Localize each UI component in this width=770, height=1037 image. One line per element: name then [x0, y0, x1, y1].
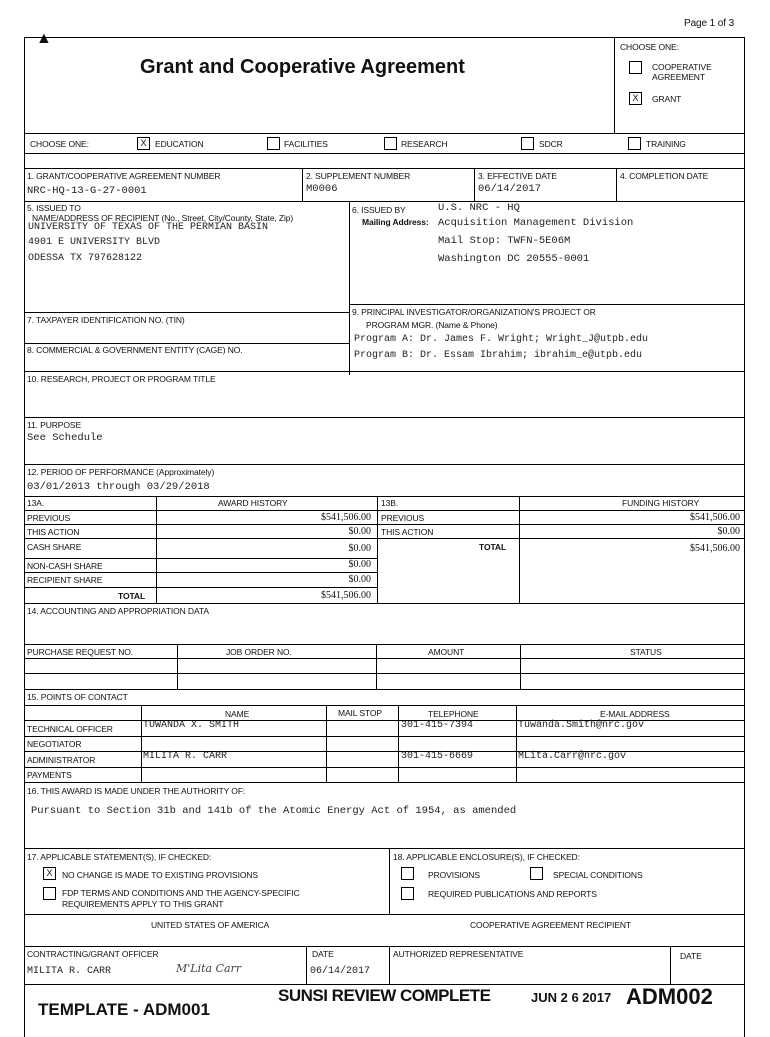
- administrator-name: MILITA R. CARR: [143, 751, 228, 762]
- funding-history-header: FUNDING HISTORY: [622, 498, 700, 508]
- administrator-phone: 301-415-6669: [401, 751, 474, 762]
- award-previous-value: $541,506.00: [321, 512, 371, 523]
- fdp-terms-label-2: REQUIREMENTS APPLY TO THIS GRANT: [62, 899, 224, 909]
- purchase-request-header: PURCHASE REQUEST NO.: [27, 647, 134, 657]
- program-b-value: Program B: Dr. Essam Ibrahim; ibrahim_e@utpb.edu: [354, 350, 643, 361]
- purpose-label: 11. PURPOSE: [27, 420, 82, 430]
- form-title: Grant and Cooperative Agreement: [140, 56, 465, 78]
- funding-total-value: $541,506.00: [690, 543, 740, 554]
- agreement-number-value: NRC-HQ-13-G-27-0001: [27, 185, 147, 197]
- grant-checkbox[interactable]: X: [629, 92, 642, 105]
- page-number: Page 1 of 3: [684, 18, 735, 29]
- adm-code-stamp: ADM002: [626, 984, 713, 1009]
- technical-officer-phone: 301-415-7394: [401, 720, 474, 731]
- training-label: TRAINING: [646, 139, 686, 149]
- education-checkbox[interactable]: X: [137, 137, 150, 150]
- funding-this-action-value: $0.00: [717, 526, 740, 537]
- logo-eagle-icon: ▲: [36, 30, 52, 47]
- purpose-value: See Schedule: [27, 432, 103, 444]
- applicable-statements-label: 17. APPLICABLE STATEMENT(S), IF CHECKED:: [27, 852, 212, 862]
- cooperative-agreement-checkbox[interactable]: [629, 61, 642, 74]
- applicable-enclosures-label: 18. APPLICABLE ENCLOSURE(S), IF CHECKED:: [393, 852, 580, 862]
- required-pubs-checkbox[interactable]: [401, 887, 414, 900]
- provisions-checkbox[interactable]: [401, 867, 414, 880]
- award-total-label: TOTAL: [118, 591, 146, 601]
- no-change-checkbox[interactable]: X: [43, 867, 56, 880]
- award-13a-label: 13A.: [27, 498, 45, 508]
- contact-mailstop-header: MAIL STOP: [338, 708, 382, 718]
- sunsi-review-stamp: SUNSI REVIEW COMPLETE: [278, 986, 491, 1005]
- choose-one-right-label: CHOOSE ONE:: [620, 42, 679, 52]
- choose-one-label: CHOOSE ONE:: [30, 139, 89, 149]
- contact-name-header: NAME: [225, 709, 250, 719]
- technical-officer-name: TUWANDA X. SMITH: [143, 720, 240, 731]
- cooperative-agreement-label: COOPERATIVE AGREEMENT: [652, 62, 712, 82]
- award-cash-share-label: CASH SHARE: [27, 542, 82, 552]
- award-recipient-share-value: $0.00: [348, 574, 371, 585]
- officer-signature: M'Lita Carr: [176, 962, 242, 975]
- negotiator-label: NEGOTIATOR: [27, 739, 82, 749]
- template-id: TEMPLATE - ADM001: [38, 1000, 210, 1019]
- job-order-header: JOB ORDER NO.: [226, 647, 292, 657]
- grant-label: GRANT: [652, 94, 682, 104]
- training-checkbox[interactable]: [628, 137, 641, 150]
- completion-date-label: 4. COMPLETION DATE: [620, 171, 709, 181]
- fdp-terms-checkbox[interactable]: [43, 887, 56, 900]
- fdp-terms-label-1: FDP TERMS AND CONDITIONS AND THE AGENCY-SPECIFIC: [62, 888, 300, 898]
- award-noncash-share-label: NON-CASH SHARE: [27, 561, 103, 571]
- education-label: EDUCATION: [155, 139, 204, 149]
- technical-officer-label: TECHNICAL OFFICER: [27, 724, 113, 734]
- award-this-action-value: $0.00: [348, 526, 371, 537]
- award-previous-label: PREVIOUS: [27, 513, 71, 523]
- facilities-checkbox[interactable]: [267, 137, 280, 150]
- recipient-name: UNIVERSITY OF TEXAS OF THE PERMIAN BASIN: [28, 222, 269, 233]
- issued-by-label: 6. ISSUED BY: [352, 205, 406, 215]
- special-conditions-checkbox[interactable]: [530, 867, 543, 880]
- award-this-action-label: THIS ACTION: [27, 527, 80, 537]
- contact-email-header: E-MAIL ADDRESS: [600, 709, 670, 719]
- award-recipient-share-label: RECIPIENT SHARE: [27, 575, 103, 585]
- issuer-line-1: U.S. NRC - HQ: [438, 202, 520, 214]
- period-value: 03/01/2013 through 03/29/2018: [27, 481, 210, 493]
- award-history-header: AWARD HISTORY: [218, 498, 288, 508]
- principal-investigator-label: 9. PRINCIPAL INVESTIGATOR/ORGANIZATION'S PROJECT OR: [352, 307, 596, 317]
- taxpayer-id-label: 7. TAXPAYER IDENTIFICATION NO. (TIN): [27, 315, 185, 325]
- program-a-value: Program A: Dr. James F. Wright; Wright_J@utpb.edu: [354, 334, 649, 345]
- recipient-signature-label: COOPERATIVE AGREEMENT RECIPIENT: [470, 920, 631, 930]
- no-change-label: NO CHANGE IS MADE TO EXISTING PROVISIONS: [62, 870, 258, 880]
- required-pubs-label: REQUIRED PUBLICATIONS AND REPORTS: [428, 889, 597, 899]
- officer-date-value: 06/14/2017: [310, 966, 371, 977]
- officer-date-label: DATE: [312, 949, 334, 959]
- technical-officer-email: Tuwanda.Smith@nrc.gov: [518, 720, 645, 731]
- contact-telephone-header: TELEPHONE: [428, 709, 479, 719]
- contracting-officer-label: CONTRACTING/GRANT OFFICER: [27, 949, 159, 959]
- amount-header: AMOUNT: [428, 647, 465, 657]
- recipient-date-label: DATE: [680, 951, 702, 961]
- authority-label: 16. THIS AWARD IS MADE UNDER THE AUTHORITY OF:: [27, 786, 246, 796]
- research-label: RESEARCH: [401, 139, 448, 149]
- issued-to-label: 5. ISSUED TO: [27, 203, 81, 213]
- sunsi-review-date: JUN 2 6 2017: [531, 990, 612, 1005]
- provisions-label: PROVISIONS: [428, 870, 480, 880]
- award-noncash-share-value: $0.00: [348, 559, 371, 570]
- cage-number-label: 8. COMMERCIAL & GOVERNMENT ENTITY (CAGE) NO.: [27, 345, 243, 355]
- funding-13b-label: 13B.: [381, 498, 399, 508]
- usa-label: UNITED STATES OF AMERICA: [151, 920, 270, 930]
- recipient-city: ODESSA TX 797628122: [28, 253, 143, 264]
- sdcr-label: SDCR: [539, 139, 563, 149]
- program-title-label: 10. RESEARCH, PROJECT OR PROGRAM TITLE: [27, 374, 216, 384]
- issuer-line-4: Washington DC 20555-0001: [438, 253, 590, 265]
- payments-label: PAYMENTS: [27, 770, 72, 780]
- program-manager-label: PROGRAM MGR. (Name & Phone): [366, 320, 498, 330]
- issuer-line-3: Mail Stop: TWFN-5E06M: [438, 235, 571, 247]
- facilities-label: FACILITIES: [284, 139, 328, 149]
- period-label: 12. PERIOD OF PERFORMANCE (Approximately): [27, 467, 215, 477]
- funding-this-action-label: THIS ACTION: [381, 527, 434, 537]
- points-of-contact-label: 15. POINTS OF CONTACT: [27, 692, 128, 702]
- award-total-value: $541,506.00: [321, 590, 371, 601]
- funding-previous-value: $541,506.00: [690, 512, 740, 523]
- officer-name-value: MILITA R. CARR: [27, 966, 112, 977]
- research-checkbox[interactable]: [384, 137, 397, 150]
- mailing-address-label: Mailing Address:: [362, 217, 429, 227]
- accounting-label: 14. ACCOUNTING AND APPROPRIATION DATA: [27, 606, 209, 616]
- special-conditions-label: SPECIAL CONDITIONS: [553, 870, 643, 880]
- award-cash-share-value: $0.00: [348, 543, 371, 554]
- authority-value: Pursuant to Section 31b and 141b of the Atomic Energy Act of 1954, as amended: [31, 805, 517, 817]
- funding-total-label: TOTAL: [479, 542, 507, 552]
- supplement-number-label: 2. SUPPLEMENT NUMBER: [306, 171, 411, 181]
- administrator-email: MLita.Carr@nrc.gov: [518, 751, 627, 762]
- effective-date-label: 3. EFFECTIVE DATE: [478, 171, 557, 181]
- recipient-address-label: NAME/ADDRESS OF RECIPIENT (No., Street, City/County, State, Zip): [32, 213, 294, 223]
- recipient-street: 4901 E UNIVERSITY BLVD: [28, 237, 161, 248]
- issuer-line-2: Acquisition Management Division: [438, 217, 634, 229]
- funding-previous-label: PREVIOUS: [381, 513, 425, 523]
- authorized-rep-label: AUTHORIZED REPRESENTATIVE: [393, 949, 524, 959]
- status-header: STATUS: [630, 647, 662, 657]
- sdcr-checkbox[interactable]: [521, 137, 534, 150]
- agreement-number-label: 1. GRANT/COOPERATIVE AGREEMENT NUMBER: [27, 171, 221, 181]
- administrator-label: ADMINISTRATOR: [27, 755, 96, 765]
- supplement-number-value: M0006: [306, 183, 338, 195]
- effective-date-value: 06/14/2017: [478, 183, 542, 195]
